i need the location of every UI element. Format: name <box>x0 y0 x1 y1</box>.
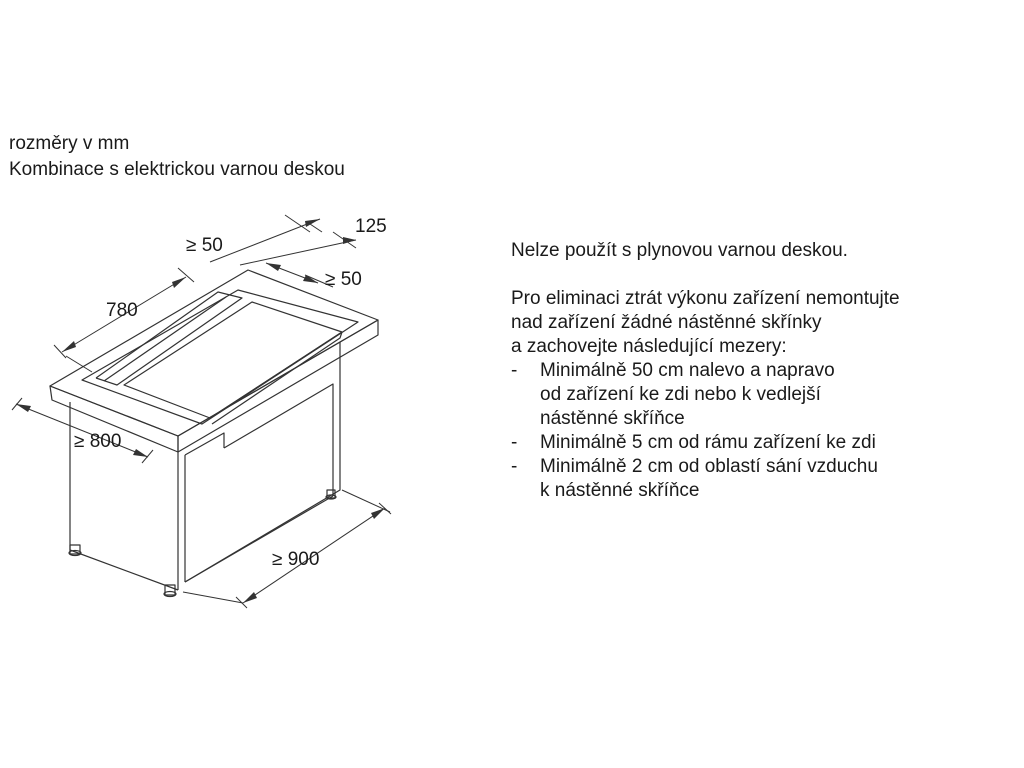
extension-line <box>54 345 66 358</box>
clearance-intro-line: Pro eliminaci ztrát výkonu zařízení nemontujte <box>511 288 900 309</box>
extension-line <box>310 224 322 232</box>
dimension-arrow <box>172 277 186 288</box>
list-item-line: nástěnné skříňce <box>540 408 685 429</box>
dimension-gap-left-label: ≥ 50 <box>186 235 223 256</box>
list-item-line: Minimálně 5 cm od rámu zařízení ke zdi <box>540 432 876 453</box>
dimension-arrow <box>62 341 76 352</box>
clearance-list-item <box>511 431 1011 455</box>
dimension-arrow <box>266 263 281 271</box>
clearance-list-item <box>511 359 1011 383</box>
clearance-list-item <box>511 455 1011 479</box>
dimension-depth-label: 780 <box>106 300 138 321</box>
worktop-side-edge <box>178 320 378 452</box>
clearance-list-item-cont <box>511 407 1011 431</box>
cabinet-right-frame <box>185 342 340 582</box>
extension-line <box>342 490 390 512</box>
dimension-arrow <box>371 508 385 519</box>
cabinet-inner-back <box>224 384 333 496</box>
dimension-arrow <box>243 592 257 603</box>
dimension-line-cabinet-width <box>183 592 243 603</box>
clearance-list-item-cont <box>511 383 1011 407</box>
clearance-list-item-cont <box>511 479 1011 503</box>
bullet-dash: - <box>511 432 518 453</box>
bullet-dash: - <box>511 456 518 477</box>
clearance-intro-line: a zachovejte následující mezery: <box>511 336 787 357</box>
extension-line <box>379 503 391 514</box>
dimension-frame-width-label: 125 <box>355 216 387 237</box>
dimension-cabinet-width-label: ≥ 900 <box>272 549 320 570</box>
extension-line <box>142 450 153 463</box>
list-item-line: od zařízení ke zdi nebo k vedlejší <box>540 384 821 405</box>
dimension-arrow <box>303 275 318 283</box>
dimension-arrow <box>16 404 31 412</box>
installation-notes <box>511 239 1011 503</box>
dimension-arrow <box>133 449 148 457</box>
gas-hob-warning: Nelze použít s plynovou varnou deskou. <box>511 240 848 261</box>
dimension-units-label: rozměry v mm <box>9 133 130 154</box>
dimension-cabinet-depth-label: ≥ 800 <box>74 431 122 452</box>
clearance-intro-line: nad zařízení žádné nástěnné skřínky <box>511 312 822 333</box>
dimension-line-gap-left <box>210 219 320 262</box>
list-item-line: Minimálně 50 cm nalevo a napravo <box>540 360 835 381</box>
list-item-line: k nástěnné skříňce <box>540 480 700 501</box>
cabinet-foot-base <box>164 592 176 597</box>
bullet-dash: - <box>511 360 518 381</box>
list-item-line: Minimálně 2 cm od oblastí sání vzduchu <box>540 456 878 477</box>
extension-line <box>12 398 22 410</box>
dimension-gap-right-label: ≥ 50 <box>325 269 362 290</box>
diagram-title: Kombinace s elektrickou varnou deskou <box>9 159 345 180</box>
